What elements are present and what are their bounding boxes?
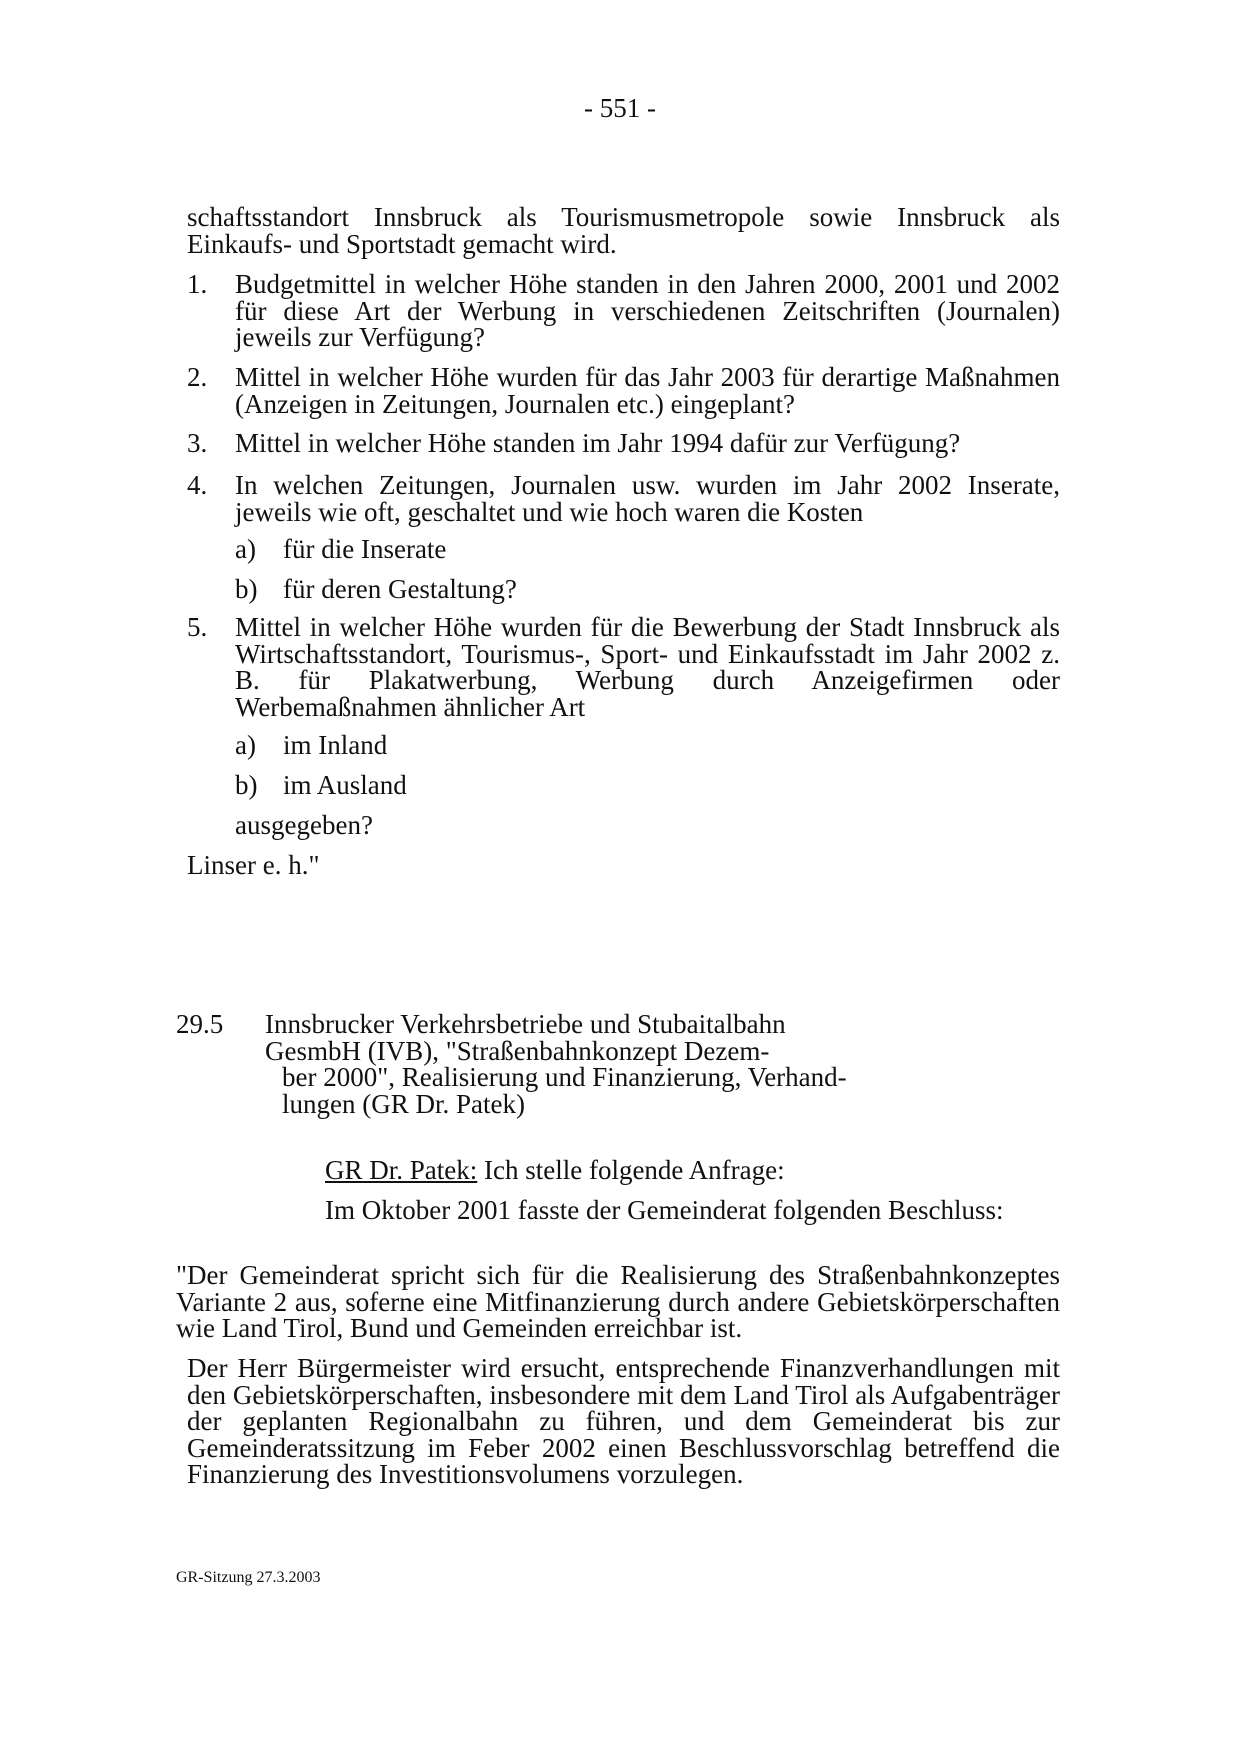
question-text: In welchen Zeitungen, Journalen usw. wurden im Jahr 2002 Inserate, jeweils wie oft, geschaltet und wie hoch waren die Kosten [235, 470, 1060, 527]
question-number: 2. [187, 362, 208, 392]
question-4-sub-b [235, 574, 517, 604]
speaker-name: GR Dr. Patek: [325, 1155, 478, 1185]
question-number: 1. [187, 269, 208, 299]
question-text: Mittel in welcher Höhe wurden für die Bewerbung der Stadt Innsbruck als Wirtschaftsstandort, Tourismus-, Sport- und Einkaufsstadt im Jahr 2002 z. B. für Plakatwerbung, Werbung durch Anzeigefirmen oder Werbemaßnahmen ähnlicher Art [235, 612, 1060, 722]
question-text: Mittel in welcher Höhe standen im Jahr 1994 dafür zur Verfügung? [235, 428, 961, 458]
question-text: Mittel in welcher Höhe wurden für das Jahr 2003 für derartige Maßnahmen (Anzeigen in Zeitungen, Journalen etc.) eingeplant? [235, 362, 1060, 419]
sub-letter: b) [235, 574, 258, 604]
quote-paragraph-1: "Der Gemeinderat spricht sich für die Realisierung des Straßenbahnkonzeptes Variante 2 aus, soferne eine Mitfinanzierung durch andere Gebietskörperschaften wie Land Tirol, Bund und Gemeinden erreichbar ist. [176, 1260, 1060, 1343]
signature: Linser e. h." [187, 850, 320, 880]
sub-text: für deren Gestaltung? [283, 574, 517, 604]
intro-paragraph: schaftsstandort Innsbruck als Tourismusmetropole sowie Innsbruck als Einkaufs- und Sportstadt gemacht wird. [187, 202, 1060, 259]
sub-letter: a) [235, 534, 256, 564]
section-title [265, 1011, 915, 1117]
question-5-sub-b [235, 770, 407, 800]
sub-text: im Inland [283, 730, 388, 760]
section-title-line: GesmbH (IVB), "Straßenbahnkonzept Dezem- [265, 1035, 770, 1066]
question-4-sub-a [235, 534, 446, 564]
quote-paragraph-2: Der Herr Bürgermeister wird ersucht, entsprechende Finanzverhandlungen mit den Gebietskörperschaften, insbesondere mit dem Land Tirol als Aufgabenträger der geplanten Regionalbahn zu führen, und dem Gemeinderat bis zur Gemeinderatssitzung im Feber 2002 einen Beschlussvorschlag betreffend die Finanzierung des Investitionsvolumens vorzulegen. [187, 1353, 1060, 1489]
section-title-line: Innsbrucker Verkehrsbetriebe und Stubaitalbahn [265, 1009, 786, 1039]
section-number: 29.5 [176, 1009, 224, 1039]
section-title-line: ber 2000", Realisierung und Finanzierung, Verhand- [282, 1062, 847, 1092]
inquiry-line-2: Im Oktober 2001 fasste der Gemeinderat folgenden Beschluss: [325, 1195, 1004, 1225]
sub-letter: a) [235, 730, 256, 760]
page-number: - 551 - [584, 93, 656, 123]
sub-text: für die Inserate [283, 534, 447, 564]
section-title-line: lungen (GR Dr. Patek) [282, 1088, 525, 1119]
question-5-sub-a [235, 730, 387, 760]
question-5-closing: ausgegeben? [235, 810, 373, 840]
question-number: 4. [187, 470, 208, 500]
sub-letter: b) [235, 770, 258, 800]
sub-text: im Ausland [283, 770, 407, 800]
footer: GR-Sitzung 27.3.2003 [176, 1569, 321, 1586]
inquiry-lead: Ich stelle folgende Anfrage: [477, 1155, 785, 1185]
question-number: 5. [187, 612, 208, 642]
question-number: 3. [187, 428, 208, 458]
question-text: Budgetmittel in welcher Höhe standen in den Jahren 2000, 2001 und 2002 für diese Art der Werbung in verschiedenen Zeitschriften (Journalen) jeweils zur Verfügung? [235, 269, 1060, 352]
inquiry-intro [325, 1155, 785, 1185]
